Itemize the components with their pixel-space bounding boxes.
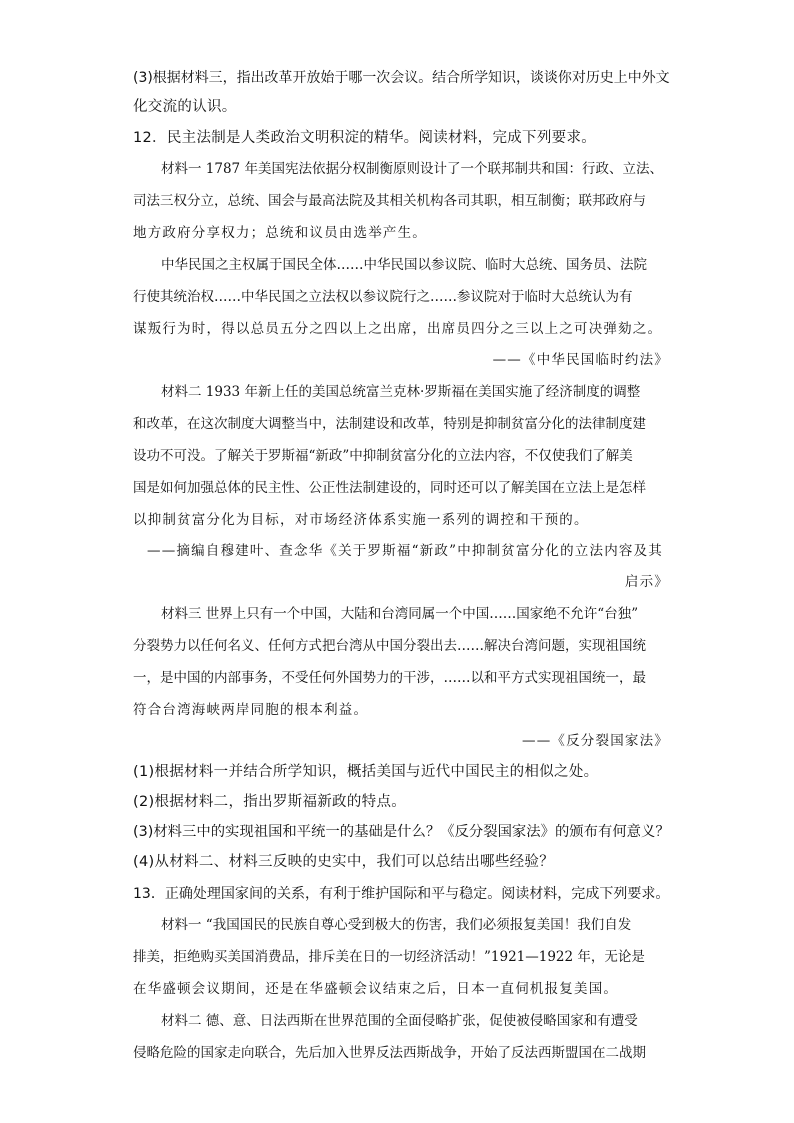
- q12-material2-line5: 以抑制贫富分化为目标，对市场经济体系实施一系列的调控和干预的。: [133, 512, 589, 528]
- q12-question-4: (4)从材料二、材料三反映的史实中，我们可以总结出哪些经验？: [133, 854, 555, 870]
- q12-material1-p1-line1: 材料一 1787 年美国宪法依据分权制衡原则设计了一个联邦制共和国：行政、立法、: [161, 161, 663, 177]
- q13-material1-line1: 材料一 “我国国民的民族自尊心受到极大的伤害，我们必须报复美国！我们自发: [161, 917, 632, 933]
- q12-material1-p1-line2: 司法三权分立，总统、国会与最高法院及其相关机构各司其职，相互制衡；联邦政府与: [133, 193, 646, 209]
- q12-material1-p2-line2: 行使其统治权……中华民国之立法权以参议院行之……参议院对于临时大总统认为有: [133, 289, 633, 305]
- q13-material2-line2: 侵略危险的国家走向联合，先后加入世界反法西斯战争，开始了反法西斯盟国在二战期: [133, 1045, 646, 1061]
- q12-material3-line2: 分裂势力以任何名义、任何方式把台湾从中国分裂出去……解决台湾问题，实现祖国统: [133, 638, 646, 654]
- q12-material1-p1-line3: 地方政府分享权力；总统和议员由选举产生。: [133, 225, 427, 241]
- q13-stem: 13．正确处理国家间的关系，有利于维护国际和平与稳定。阅读材料，完成下列要求。: [133, 886, 670, 902]
- q13-material2-line1: 材料二 德、意、日法西斯在世界范围的全面侵略扩张，促使被侵略国家和有遭受: [161, 1013, 638, 1029]
- q13-material1-line3: 在华盛顿会议期间，还是在华盛顿会议结束之后，日本一直伺机报复美国。: [133, 981, 619, 997]
- q12-question-2: (2)根据材料二，指出罗斯福新政的特点。: [133, 794, 407, 810]
- q12-material2-line2: 和改革，在这次制度大调整当中，法制建设和改革，特别是抑制贫富分化的法律制度建: [133, 416, 646, 432]
- q12-material2-line3: 设功不可没。了解关于罗斯福“新政”中抑制贫富分化的立法内容，不仅使我们了解美: [133, 448, 633, 464]
- q12-material2-source-line2: 启示》: [624, 574, 669, 590]
- q12-material1-source: ——《中华民国临时约法》: [492, 352, 669, 368]
- q12-material2-line1: 材料二 1933 年新上任的美国总统富兰克林·罗斯福在美国实施了经济制度的调整: [161, 384, 641, 400]
- q12-material3-line3: 一，是中国的内部事务，不受任何外国势力的干涉，……以和平方式实现祖国统一，最: [133, 670, 646, 686]
- q12-material1-p2-line1: 中华民国之主权属于国民全体……中华民国以参议院、临时大总统、国务员、法院: [161, 257, 647, 273]
- q12-material3-line4: 符合台湾海峡两岸同胞的根本利益。: [133, 702, 369, 718]
- q11-part3-line2: 化交流的认识。: [133, 99, 237, 115]
- q13-material1-line2: 排美，拒绝购买美国消费品，排斥美在日的一切经济活动！”1921—1922 年，无论是: [133, 949, 645, 965]
- q12-material2-line4: 国是如何加强总体的民主性、公正性法制建设的，同时还可以了解美国在立法上是怎样: [133, 480, 646, 496]
- q12-material3-line1: 材料三 世界上只有一个中国，大陆和台湾同属一个中国……国家绝不允许“台独”: [161, 606, 639, 622]
- q12-question-3: (3)材料三中的实现祖国和平统一的基础是什么？《反分裂国家法》的颁布有何意义？: [133, 824, 670, 840]
- q12-material1-p2-line3: 谋叛行为时，得以总员五分之四以上之出席，出席员四分之三以上之可决弹劾之。: [133, 321, 663, 337]
- q12-material3-source: ——《反分裂国家法》: [522, 733, 669, 749]
- q11-part3-line1: (3)根据材料三，指出改革开放始于哪一次会议。结合所学知识，谈谈你对历史上中外文: [133, 70, 670, 86]
- q12-stem: 12．民主法制是人类政治文明积淀的精华。阅读材料，完成下列要求。: [133, 130, 597, 146]
- q12-material2-source-line1: ——摘编自穆建叶、查念华《关于罗斯福“新政”中抑制贫富分化的立法内容及其: [147, 543, 664, 559]
- q12-question-1: (1)根据材料一并结合所学知识，概括美国与近代中国民主的相似之处。: [133, 764, 599, 780]
